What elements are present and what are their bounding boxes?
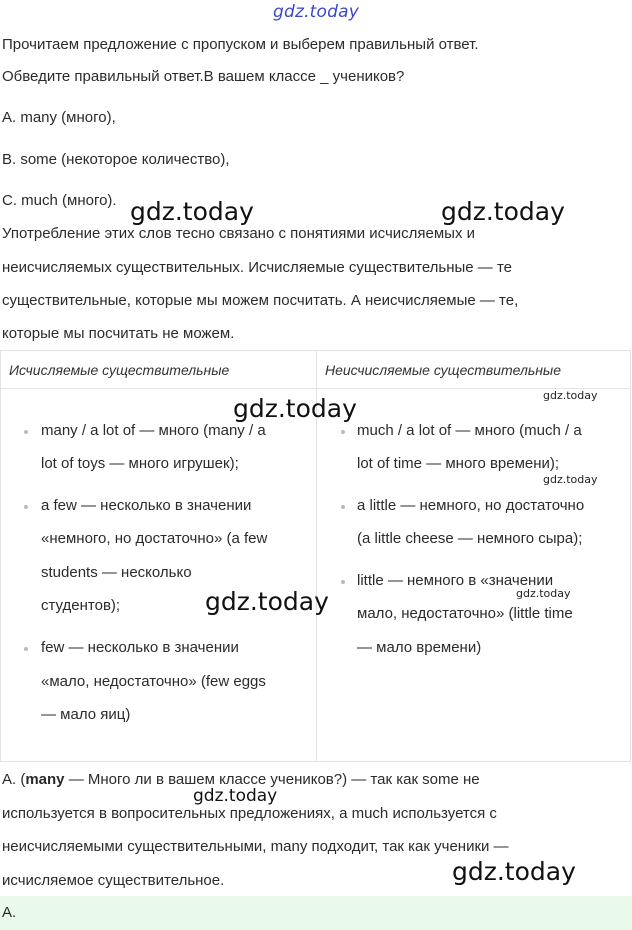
conclusion-line-2: используется в вопросительных предложениях, а much используется с (2, 805, 497, 822)
site-logo[interactable]: gdz.today (272, 2, 360, 22)
watermark: gdz.today (543, 473, 598, 486)
answer-text: A. (2, 904, 17, 921)
left-item-3-line-1: few — несколько в значении (41, 639, 239, 656)
left-item-1-line-2: lot of toys — много игрушек); (41, 455, 239, 472)
right-item-3-line-1: little — немного в «значении (357, 572, 554, 589)
watermark: gdz.today (441, 197, 565, 226)
left-item-3-line-2: «мало, недостаточно» (few eggs (41, 673, 266, 690)
right-item-2-line-1: a little — немного, но достаточно (357, 497, 585, 514)
bullet-icon (24, 505, 28, 509)
conclusion-prefix: A. ( (2, 771, 26, 788)
watermark: gdz.today (193, 786, 278, 806)
right-item-2-line-2: (a little cheese — немного сыра); (357, 530, 583, 547)
bullet-icon (341, 580, 345, 584)
bullet-icon (341, 505, 345, 509)
left-item-2-line-1: a few — несколько в значении (41, 497, 252, 514)
right-item-3-line-3: — мало времени) (357, 639, 482, 656)
option-c: C. much (много). (2, 192, 117, 209)
intro-line-2: Обведите правильный ответ.В вашем классе _ учеников? (2, 68, 405, 85)
explanation-line-2: неисчисляемых существительных. Исчисляемые существительные — те (2, 259, 513, 276)
conclusion-bold-word: many (25, 771, 65, 788)
watermark: gdz.today (205, 587, 329, 616)
bullet-icon (24, 647, 28, 651)
explanation-line-3: существительные, которые мы можем посчитать. А неисчисляемые — те, (2, 292, 519, 309)
conclusion-line-3: неисчисляемыми существительными, many подходит, так как ученики — (2, 838, 509, 855)
left-item-3-line-3: — мало яиц) (41, 706, 131, 723)
conclusion-rest: — Много ли в вашем классе учеников?) — так как some не (64, 771, 480, 788)
left-item-2-line-4: студентов); (41, 597, 121, 614)
watermark: gdz.today (130, 197, 254, 226)
option-a: A. many (много), (2, 109, 116, 126)
right-item-1-line-2: lot of time — много времени); (357, 455, 560, 472)
watermark: gdz.today (233, 394, 357, 423)
intro-line-1: Прочитаем предложение с пропуском и выберем правильный ответ. (2, 36, 479, 53)
watermark: gdz.today (516, 587, 571, 600)
right-item-3-line-2: мало, недостаточно» (little time (357, 605, 573, 622)
watermark: gdz.today (543, 389, 598, 402)
answer-box (0, 896, 632, 930)
bullet-icon (24, 430, 28, 434)
bullet-icon (341, 430, 345, 434)
table-header-countable: Исчисляемые существительные (9, 362, 230, 378)
conclusion-line-4: исчисляемое существительное. (2, 872, 225, 889)
right-item-1-line-1: much / a lot of — много (much / a (357, 422, 582, 439)
left-item-1-line-1: many / a lot of — много (many / a (41, 422, 266, 439)
explanation-line-4: которые мы посчитать не можем. (2, 325, 235, 342)
explanation-line-1: Употребление этих слов тесно связано с понятиями исчисляемых и (2, 225, 476, 242)
left-item-2-line-2: «немного, но достаточно» (a few (41, 530, 268, 547)
watermark: gdz.today (452, 857, 576, 886)
table-header-uncountable: Неисчисляемые существительные (325, 362, 562, 378)
table-header-divider (1, 388, 630, 389)
option-b: B. some (некоторое количество), (2, 151, 230, 168)
left-item-2-line-3: students — несколько (41, 564, 192, 581)
